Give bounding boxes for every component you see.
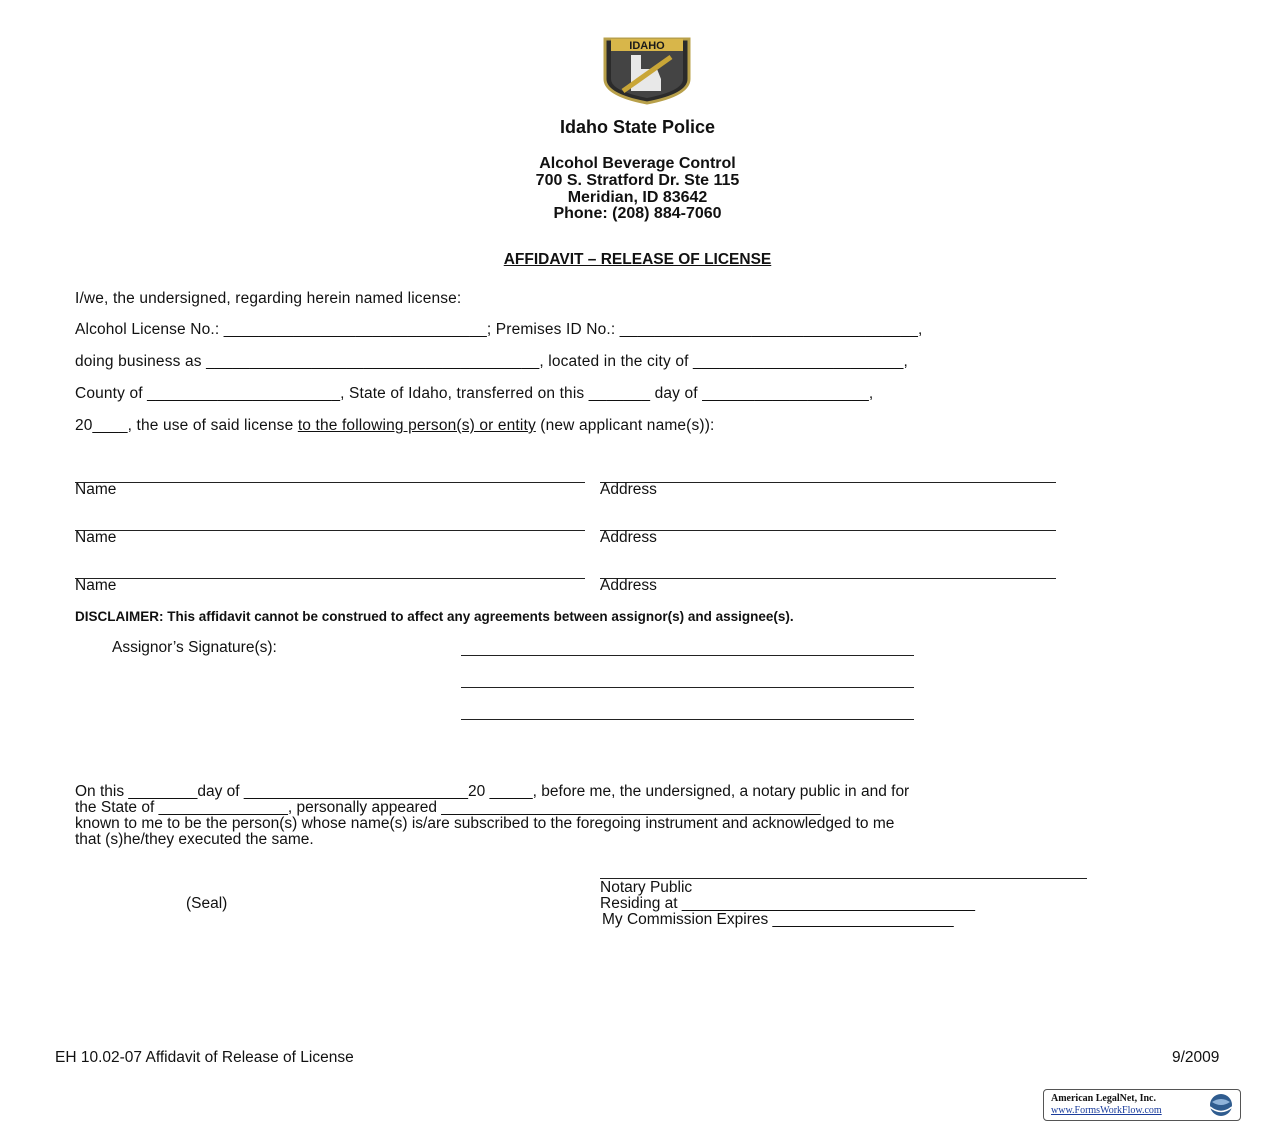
address-line-1[interactable] [600, 482, 1056, 483]
residing-at-line[interactable]: Residing at __________________________________ [600, 895, 975, 912]
year-blank-text: 20____, the use of said license [75, 417, 298, 434]
american-legalnet-badge[interactable] [1043, 1089, 1241, 1121]
name-line-3[interactable] [75, 578, 585, 579]
name-label: Name [75, 481, 117, 498]
following-persons-text: to the following person(s) or entity [297, 417, 536, 434]
address-label: Address [600, 529, 657, 546]
county-transfer-line[interactable]: County of ______________________, State of Idaho, transferred on this _______ day of ___________________, [75, 385, 874, 402]
notary-text-line-2[interactable]: the State of _______________, personally appeared ____________________________________________ [75, 799, 821, 816]
assignor-signature-label: Assignor’s Signature(s): [112, 639, 277, 656]
form-title: AFFIDAVIT – RELEASE OF LICENSE [503, 251, 772, 268]
publisher-name: American LegalNet, Inc. [1051, 1093, 1156, 1104]
notary-text-line-3: known to me to be the person(s) whose name(s) is/are subscribed to the foregoing instrument and acknowledged to me [75, 815, 895, 832]
assignor-signature-line-3[interactable] [461, 719, 914, 720]
address-label: Address [600, 481, 657, 498]
name-label: Name [75, 577, 117, 594]
globe-icon [1204, 1092, 1238, 1118]
address-line-2[interactable] [600, 530, 1056, 531]
division-name: Alcohol Beverage Control [539, 155, 736, 172]
city-state-zip: Meridian, ID 83642 [567, 189, 708, 206]
commission-expires-line[interactable]: My Commission Expires _____________________ [602, 911, 954, 928]
name-label: Name [75, 529, 117, 546]
notary-public-label: Notary Public [600, 879, 693, 896]
form-identifier: EH 10.02-07 Affidavit of Release of License [55, 1049, 354, 1066]
phone-number: Phone: (208) 884-7060 [553, 205, 722, 222]
business-name-line[interactable]: doing business as ______________________________________, located in the city of ________________________, [75, 353, 908, 370]
notary-text-line-4: that (s)he/they executed the same. [75, 831, 314, 848]
svg-text:IDAHO: IDAHO [629, 40, 665, 52]
address-label: Address [600, 577, 657, 594]
seal-label: (Seal) [186, 895, 228, 912]
name-line-1[interactable] [75, 482, 585, 483]
disclaimer-text: DISCLAIMER: This affidavit cannot be construed to affect any agreements between assignor(s) and assignee(s). [75, 609, 794, 624]
address-line-3[interactable] [600, 578, 1056, 579]
agency-name: Idaho State Police [559, 117, 716, 137]
assignor-signature-line-1[interactable] [461, 655, 914, 656]
assignor-signature-line-2[interactable] [461, 687, 914, 688]
idaho-state-police-badge-logo [601, 35, 693, 105]
name-line-2[interactable] [75, 530, 585, 531]
street-address: 700 S. Stratford Dr. Ste 115 [535, 172, 740, 189]
intro-text: I/we, the undersigned, regarding herein named license: [75, 290, 462, 307]
publisher-website-link[interactable]: www.FormsWorkFlow.com [1051, 1105, 1162, 1116]
applicant-names-text: (new applicant name(s)): [535, 417, 715, 434]
notary-text-line-1[interactable]: On this ________day of __________________________20 _____, before me, the undersigned, a notary public in and for [75, 783, 910, 800]
form-date: 9/2009 [1172, 1049, 1220, 1066]
license-number-line[interactable]: Alcohol License No.: ______________________________; Premises ID No.: __________________________________, [75, 321, 923, 338]
new-applicant-line [75, 417, 714, 435]
